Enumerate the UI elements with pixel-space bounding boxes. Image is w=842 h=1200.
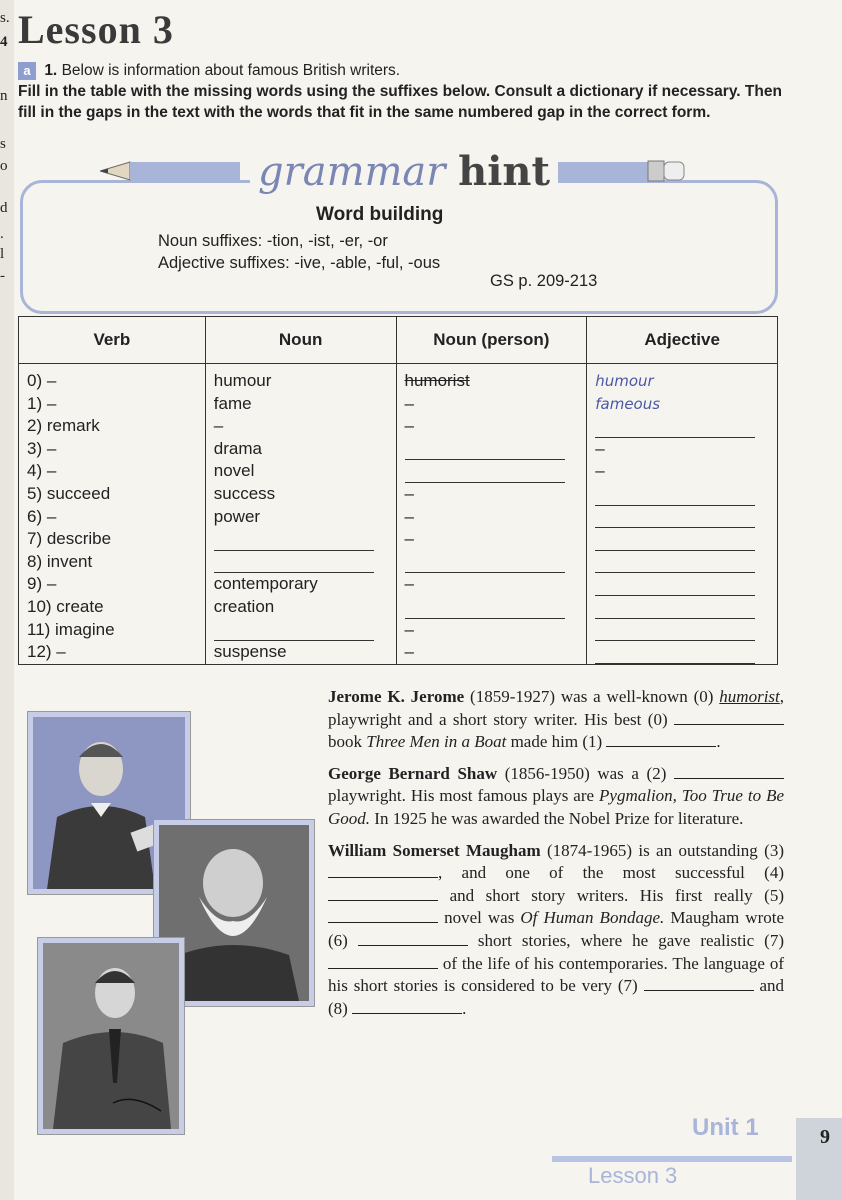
noun-cell: power: [213, 506, 261, 526]
noun-cell: humour: [213, 371, 272, 390]
adjective-blank[interactable]: [595, 506, 777, 529]
footer-bar: [552, 1156, 792, 1162]
verb-cell: 8) invent: [27, 551, 93, 571]
adjective-blank[interactable]: [595, 483, 777, 506]
person-cell: –: [404, 416, 414, 436]
task-instructions: [18, 60, 788, 123]
adjective-blank[interactable]: [595, 551, 777, 574]
adjective-blank[interactable]: [595, 573, 777, 596]
person-blank[interactable]: [405, 460, 587, 483]
hint-title-b: hint: [458, 148, 550, 195]
pencil-eraser-icon: [548, 158, 688, 184]
text-segment: playwright. His most famous plays are: [328, 786, 595, 806]
person-cell: –: [404, 506, 414, 526]
task-text: Fill in the table with the missing words using the suffixes below. Consult a dictionary if necessary. Then fill in the gaps in the text with the words that fit in the same numbered gap in the correct form.: [18, 83, 782, 121]
noun-cell: suspense: [213, 642, 287, 662]
person-cell: –: [404, 393, 414, 413]
adjective-handwritten: fameous: [595, 394, 661, 413]
book-title: Three Men in a Boat: [366, 732, 507, 752]
gutter-text: .: [0, 226, 4, 242]
noun-cell: –: [213, 416, 224, 436]
person-cell: –: [404, 619, 414, 639]
person-blank[interactable]: [405, 551, 587, 574]
text-segment: In 1925 he was awarded the Nobel Prize for literature.: [374, 808, 744, 828]
header-adjective: Adjective: [587, 317, 778, 364]
hint-title-a: grammar: [258, 149, 446, 195]
header-noun-person: Noun (person): [396, 317, 587, 364]
verb-cell: 1) –: [27, 393, 57, 413]
gutter-text: -: [0, 268, 5, 284]
text-segment: of the life of his contemporaries. The language of his short stories is considered to be very (7): [328, 953, 784, 996]
person-cell: –: [404, 642, 414, 662]
left-page-gutter: [0, 0, 14, 1200]
noun-cell: drama: [213, 438, 262, 458]
lesson-title: Lesson 3: [18, 7, 174, 52]
person-cell: –: [404, 574, 414, 594]
photo-maugham: [38, 938, 184, 1134]
footer-lesson: Lesson 3: [588, 1163, 678, 1188]
person-blank[interactable]: [405, 438, 587, 461]
gap-1[interactable]: [606, 732, 716, 747]
text-segment: , playwright and a short story writer. His best (0): [328, 687, 785, 729]
grammar-reference: GS p. 209-213: [490, 272, 598, 290]
header-noun: Noun: [205, 317, 396, 364]
text-segment: short stories, where he gave realistic (7): [477, 930, 784, 950]
gap-8[interactable]: [352, 999, 462, 1014]
text-segment: and (8): [328, 976, 785, 1018]
novel-title: Of Human Bondage.: [520, 908, 665, 928]
pencil-icon: [100, 158, 240, 184]
gutter-text: n: [0, 88, 8, 104]
verb-cell: 4) –: [27, 461, 57, 481]
text-segment: (1859-1927) was a well-known (0): [470, 687, 714, 706]
text-segment: made him (1): [510, 732, 603, 752]
word-building-heading: Word building: [316, 204, 444, 225]
person-cell: humorist: [404, 371, 470, 390]
verb-cell: 2) remark: [27, 416, 100, 436]
adjective-blank[interactable]: [595, 619, 777, 642]
text-segment: .: [716, 732, 721, 752]
noun-cell: fame: [213, 393, 252, 413]
gap-4[interactable]: [328, 886, 438, 901]
gutter-text: 4: [0, 34, 8, 50]
unit-label: Unit 1: [692, 1114, 759, 1141]
gap-5[interactable]: [328, 908, 438, 923]
grammar-hint-title: [250, 148, 558, 195]
noun-blank[interactable]: [214, 551, 396, 574]
person-cell: –: [404, 483, 414, 503]
verb-column: [19, 364, 206, 665]
text-segment: novel was: [444, 908, 515, 928]
adjective-column: [587, 364, 778, 665]
verb-cell: 0) –: [27, 371, 57, 390]
portrait-icon: [43, 943, 179, 1129]
verb-cell: 6) –: [27, 506, 57, 526]
paragraph-jerome: [328, 686, 784, 754]
adjective-cell: –: [595, 461, 605, 481]
gap-2[interactable]: [674, 764, 784, 779]
text-segment: book: [328, 732, 362, 752]
person-blank[interactable]: [405, 596, 587, 619]
verb-cell: 11) imagine: [27, 619, 115, 639]
adjective-blank[interactable]: [595, 415, 777, 438]
text-segment: (1856-1950) was a (2): [504, 763, 667, 783]
grammar-hint-box: [20, 180, 778, 314]
noun-blank[interactable]: [214, 528, 396, 551]
task-badge: a: [18, 62, 36, 80]
writer-name: William Somerset Maugham: [328, 840, 541, 860]
gap-3[interactable]: [328, 863, 438, 878]
noun-suffixes: Noun suffixes: -tion, -ist, -er, -or: [158, 232, 388, 250]
verb-cell: 10) create: [27, 596, 104, 616]
adjective-blank[interactable]: [595, 641, 777, 664]
answer-example: humorist: [719, 687, 780, 706]
noun-cell: novel: [213, 461, 255, 481]
writer-name: Jerome K. Jerome: [328, 687, 465, 706]
gap-6[interactable]: [358, 931, 468, 946]
gutter-text: s: [0, 136, 6, 152]
header-verb: Verb: [19, 317, 206, 364]
paragraph-maugham: [328, 840, 784, 1021]
text-segment: (1874-1965) is an outstanding (3): [547, 840, 784, 860]
text-segment: .: [462, 998, 467, 1018]
verb-cell: 7) describe: [27, 529, 112, 549]
play-titles: Pygmalion, Too True to Be Good.: [328, 786, 784, 828]
person-cell: –: [404, 529, 414, 549]
noun-column: [205, 364, 396, 665]
noun-cell: creation: [213, 596, 275, 616]
writers-text: [328, 686, 784, 1029]
adjective-suffixes: Adjective suffixes: -ive, -able, -ful, -ous: [158, 254, 441, 272]
text-segment: Maugham wrote (6): [328, 908, 785, 950]
text-segment: and short story writers. His first really (5): [449, 885, 784, 905]
gutter-text: l: [0, 246, 5, 262]
verb-cell: 5) succeed: [27, 483, 111, 503]
adjective-blank[interactable]: [595, 596, 777, 619]
writer-name: George Bernard Shaw: [328, 763, 498, 783]
gutter-text: d: [0, 200, 8, 216]
page-number: 9: [820, 1126, 830, 1148]
page-number-box: [796, 1118, 842, 1200]
gap-7[interactable]: [328, 954, 438, 969]
verb-cell: 3) –: [27, 438, 57, 458]
adjective-cell: –: [595, 438, 605, 458]
paragraph-shaw: [328, 763, 784, 831]
adjective-handwritten: humour: [595, 372, 654, 390]
verb-cell: 12) –: [27, 642, 66, 662]
gap-7b[interactable]: [644, 976, 754, 991]
adjective-blank[interactable]: [595, 528, 777, 551]
verb-cell: 9) –: [27, 574, 57, 594]
task-number: 1.: [44, 62, 58, 79]
gutter-text: o: [0, 158, 8, 174]
noun-blank[interactable]: [214, 619, 396, 642]
noun-cell: success: [213, 483, 276, 503]
gap-0[interactable]: [674, 710, 784, 725]
text-segment: , and one of the most successful (4): [438, 863, 784, 883]
gutter-text: s.: [0, 10, 10, 26]
noun-person-column: [396, 364, 587, 665]
noun-cell: contemporary: [213, 574, 318, 594]
word-table: [18, 316, 778, 665]
task-intro: Below is information about famous British writers.: [61, 62, 401, 79]
